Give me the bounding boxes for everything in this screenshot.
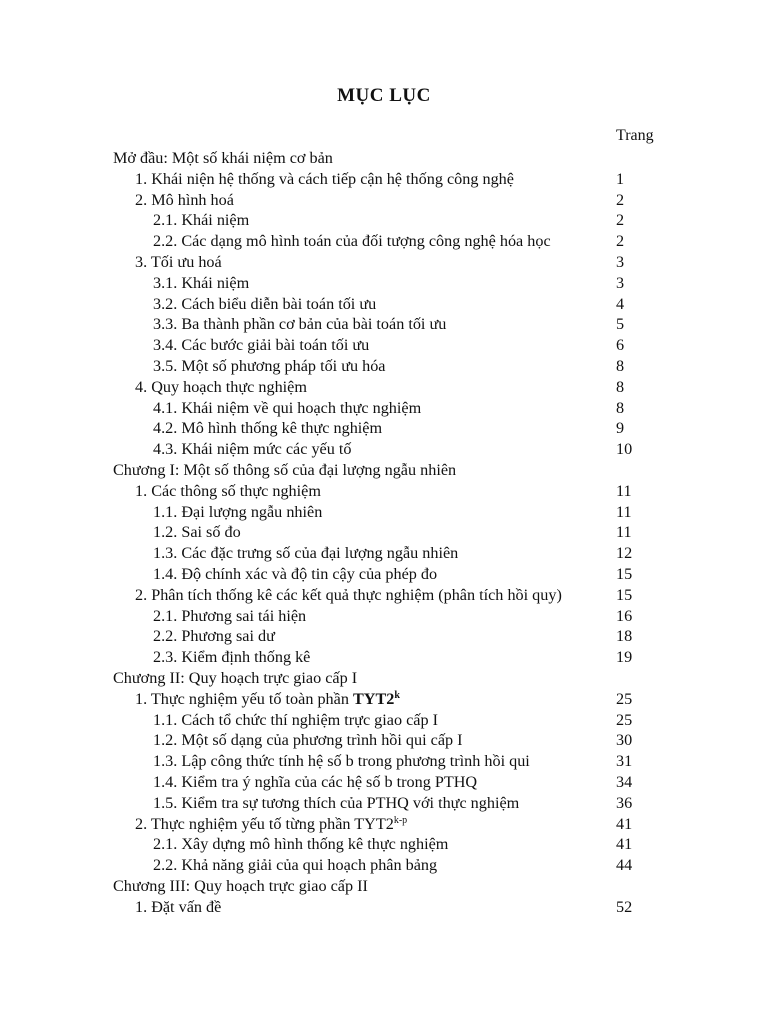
toc-entry-page-number: 41 xyxy=(616,814,633,833)
toc-entry xyxy=(0,252,768,273)
toc-entry-emphasis: TYT2 xyxy=(352,689,395,708)
toc-entry-label xyxy=(153,834,448,855)
toc-entry-page-number: 11 xyxy=(616,481,632,500)
toc-entry-page-number: 4 xyxy=(616,294,625,313)
toc-entry xyxy=(0,481,768,502)
toc-entry-page-number: 8 xyxy=(616,356,625,375)
toc-entry-label xyxy=(113,460,456,481)
toc-entry xyxy=(0,730,768,751)
toc-entry xyxy=(0,273,768,294)
toc-entry-page-number: 2 xyxy=(616,211,625,230)
toc-entry-label xyxy=(135,814,407,835)
toc-entry-text: 1.2. Sai số đo xyxy=(153,523,241,542)
toc-entry-text: 1.3. Lập công thức tính hệ số b trong phương trình hồi qui xyxy=(153,752,530,771)
toc-entry xyxy=(0,689,768,710)
toc-entry-label xyxy=(153,772,477,793)
toc-entry-text: Chương II: Quy hoạch trực giao cấp I xyxy=(113,668,358,687)
toc-entry-text: 2.2. Các dạng mô hình toán của đối tượng công nghệ hóa học xyxy=(153,232,551,251)
toc-entry xyxy=(0,502,768,523)
toc-entry-text: 2.1. Phương sai tái hiện xyxy=(153,606,307,625)
toc-entry-text: Chương III: Quy hoạch trực giao cấp II xyxy=(113,876,368,895)
toc-entry xyxy=(0,564,768,585)
toc-entry-page-number: 2 xyxy=(616,190,625,209)
toc-entry xyxy=(0,460,768,481)
toc-entry xyxy=(0,169,768,190)
toc-entry-label xyxy=(113,668,357,689)
toc-entry-text: Mở đầu: Một số khái niệm cơ bản xyxy=(113,149,333,167)
toc-entry-text: 1. Đặt vấn đề xyxy=(135,897,222,916)
toc-entry-text: Chương I: Một số thông số của đại lượng ngẫu nhiên xyxy=(113,460,457,479)
toc-entry-label xyxy=(153,314,446,335)
toc-entry-page-number: 44 xyxy=(616,856,633,875)
toc-entry-label xyxy=(153,626,275,647)
toc-entry xyxy=(0,710,768,731)
toc-entry-page-number: 8 xyxy=(616,398,625,417)
toc-entry-page-number: 6 xyxy=(616,336,625,355)
toc-entry-label xyxy=(135,190,234,211)
toc-entry-page-number: 2 xyxy=(616,232,625,251)
toc-entry-text: 2. Mô hình hoá xyxy=(135,190,234,209)
toc-entry-page-number: 15 xyxy=(616,564,633,583)
toc-entry-text: 4.3. Khái niệm mức các yếu tố xyxy=(153,440,352,459)
toc-entry-label xyxy=(135,169,514,190)
toc-entry-label xyxy=(135,897,221,918)
toc-entry-text: 2.1. Khái niệm xyxy=(153,211,250,230)
toc-entry-label xyxy=(153,564,437,585)
toc-entry-page-number: 25 xyxy=(616,710,633,729)
toc-entry-page-number: 8 xyxy=(616,377,625,396)
toc-entry xyxy=(0,876,768,897)
toc-entry-page-number: 41 xyxy=(616,835,633,854)
toc-entry-text: 1.5. Kiểm tra sự tương thích của PTHQ với thực nghiệm xyxy=(153,793,520,812)
toc-entry-label xyxy=(153,418,382,439)
toc-entry xyxy=(0,834,768,855)
toc-entry-label xyxy=(153,730,463,751)
toc-entry-page-number: 31 xyxy=(616,752,633,771)
toc-entry-label xyxy=(153,502,322,523)
toc-entry xyxy=(0,294,768,315)
toc-entry-label xyxy=(135,585,562,606)
toc-entry-label xyxy=(153,543,458,564)
toc-entry-text: 3.2. Cách biểu diễn bài toán tối ưu xyxy=(153,294,377,313)
page-column-header: Trang xyxy=(616,127,654,144)
toc-entry-page-number: 12 xyxy=(616,544,633,563)
toc-entry-text: 4.2. Mô hình thống kê thực nghiệm xyxy=(153,419,383,438)
toc-entry-page-number: 3 xyxy=(616,252,625,271)
toc-entry-label xyxy=(135,689,400,710)
toc-entry xyxy=(0,418,768,439)
toc-entry-label xyxy=(153,335,369,356)
table-of-contents xyxy=(0,148,768,917)
toc-entry-text: 1. Các thông số thực nghiệm xyxy=(135,481,321,500)
toc-entry-label xyxy=(135,252,222,273)
toc-entry-text: 3.4. Các bước giải bài toán tối ưu xyxy=(153,336,370,355)
toc-entry xyxy=(0,314,768,335)
toc-entry xyxy=(0,377,768,398)
toc-entry-text: 2.1. Xây dựng mô hình thống kê thực nghiệm xyxy=(153,835,449,854)
toc-entry-label xyxy=(153,273,249,294)
toc-entry-label xyxy=(153,231,551,252)
toc-entry-superscript: k-p xyxy=(393,814,408,826)
toc-entry-page-number: 11 xyxy=(616,502,632,521)
toc-entry-label xyxy=(153,793,519,814)
toc-entry-page-number: 19 xyxy=(616,648,633,667)
toc-entry-page-number: 10 xyxy=(616,440,633,459)
toc-entry-label xyxy=(153,855,437,876)
toc-entry xyxy=(0,585,768,606)
toc-entry-superscript: k xyxy=(394,689,400,701)
toc-entry-page-number: 36 xyxy=(616,793,633,812)
toc-entry-text: 1. Khái niện hệ thống và cách tiếp cận hệ thống công nghệ xyxy=(135,169,514,188)
toc-entry-label xyxy=(153,398,421,419)
toc-entry-text: 2.2. Phương sai dư xyxy=(153,627,275,646)
toc-entry-label xyxy=(153,647,310,668)
toc-entry xyxy=(0,210,768,231)
toc-entry-text: 1. Thực nghiệm yếu tố toàn phần xyxy=(135,689,353,708)
toc-entry xyxy=(0,335,768,356)
toc-entry-page-number: 5 xyxy=(616,315,625,334)
toc-entry-text: 1.1. Đại lượng ngẫu nhiên xyxy=(153,502,323,521)
toc-entry-page-number: 1 xyxy=(616,169,625,188)
toc-entry xyxy=(0,606,768,627)
toc-entry-text: 1.4. Độ chính xác và độ tin cậy của phép đo xyxy=(153,564,438,583)
toc-entry-label xyxy=(153,606,306,627)
toc-entry xyxy=(0,231,768,252)
toc-entry xyxy=(0,855,768,876)
toc-entry-text: 1.4. Kiểm tra ý nghĩa của các hệ số b trong PTHQ xyxy=(153,772,478,791)
toc-entry-text: 2. Thực nghiệm yếu tố từng phần TYT2 xyxy=(135,814,394,833)
toc-entry-text: 2.2. Khả năng giải của qui hoạch phân bảng xyxy=(153,856,438,875)
toc-entry xyxy=(0,190,768,211)
toc-entry-label xyxy=(153,439,351,460)
toc-entry-page-number: 25 xyxy=(616,689,633,708)
toc-entry-text: 3.3. Ba thành phần cơ bản của bài toán tối ưu xyxy=(153,315,447,334)
toc-entry-text: 4. Quy hoạch thực nghiệm xyxy=(135,377,307,396)
toc-entry xyxy=(0,751,768,772)
toc-entry-label xyxy=(113,876,368,897)
toc-entry-label xyxy=(135,481,321,502)
toc-entry-text: 2. Phân tích thống kê các kết quả thực nghiệm (phân tích hồi quy) xyxy=(135,585,562,604)
toc-entry-page-number: 3 xyxy=(616,273,625,292)
toc-entry xyxy=(0,626,768,647)
toc-entry-label xyxy=(153,710,438,731)
toc-entry xyxy=(0,148,768,169)
toc-entry xyxy=(0,439,768,460)
toc-entry-text: 3.1. Khái niệm xyxy=(153,273,250,292)
toc-entry-page-number: 9 xyxy=(616,419,625,438)
toc-entry-page-number: 16 xyxy=(616,606,633,625)
toc-entry xyxy=(0,814,768,835)
toc-entry-text: 1.3. Các đặc trưng số của đại lượng ngẫu nhiên xyxy=(153,544,459,563)
toc-entry-label xyxy=(153,522,241,543)
toc-entry-text: 1.2. Một số dạng của phương trình hồi qui cấp I xyxy=(153,731,463,750)
toc-entry xyxy=(0,522,768,543)
toc-entry xyxy=(0,897,768,918)
toc-entry-page-number: 18 xyxy=(616,627,633,646)
toc-entry xyxy=(0,543,768,564)
toc-entry-page-number: 30 xyxy=(616,731,633,750)
toc-entry-label xyxy=(135,377,307,398)
toc-entry-text: 1.1. Cách tổ chức thí nghiệm trực giao cấp I xyxy=(153,710,439,729)
toc-entry-label xyxy=(113,148,333,169)
toc-entry-text: 3. Tối ưu hoá xyxy=(135,252,222,271)
toc-entry xyxy=(0,793,768,814)
toc-entry-page-number: 52 xyxy=(616,897,633,916)
toc-entry-page-number: 11 xyxy=(616,523,632,542)
toc-entry-page-number: 15 xyxy=(616,585,633,604)
page-title: MỤC LỤC xyxy=(337,85,431,106)
toc-entry-text: 3.5. Một số phương pháp tối ưu hóa xyxy=(153,356,386,375)
toc-entry xyxy=(0,398,768,419)
toc-entry-text: 2.3. Kiểm định thống kê xyxy=(153,648,311,667)
toc-entry-page-number: 34 xyxy=(616,772,633,791)
toc-entry-label xyxy=(153,294,376,315)
toc-entry xyxy=(0,356,768,377)
toc-entry xyxy=(0,647,768,668)
toc-entry-label xyxy=(153,356,386,377)
toc-entry-label xyxy=(153,210,249,231)
toc-entry-label xyxy=(153,751,530,772)
toc-entry-text: 4.1. Khái niệm về qui hoạch thực nghiệm xyxy=(153,398,422,417)
toc-entry xyxy=(0,668,768,689)
toc-entry xyxy=(0,772,768,793)
